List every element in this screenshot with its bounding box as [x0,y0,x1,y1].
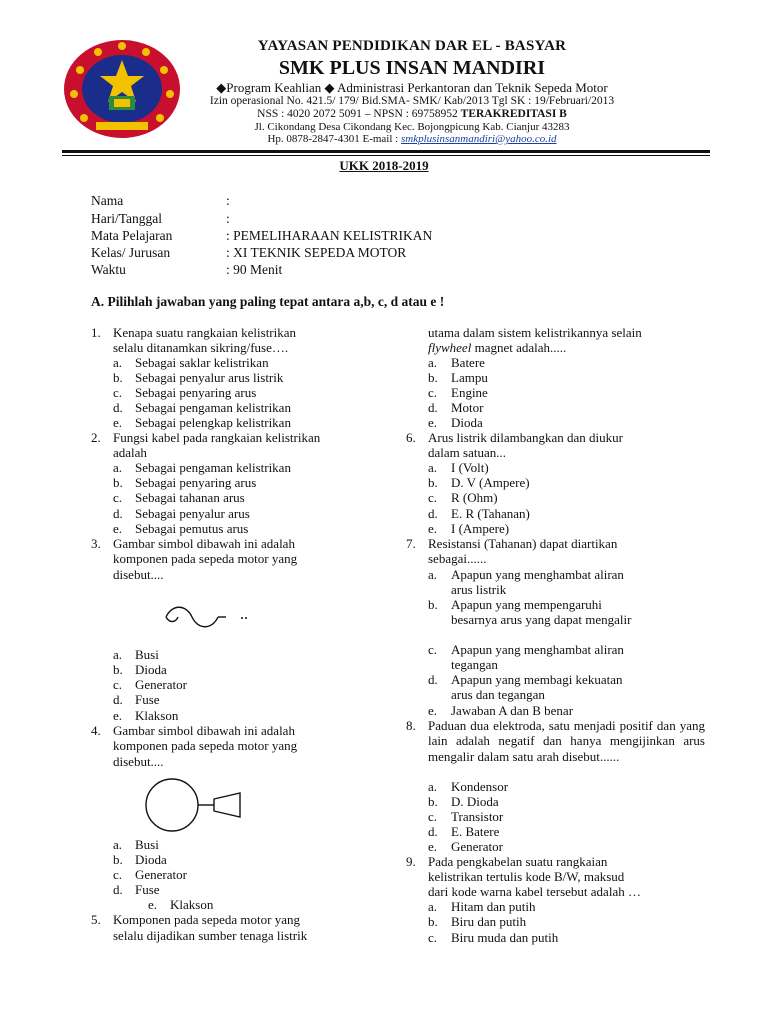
q3-text-line2: komponen pada sepeda motor yang [113,551,298,566]
q7-option-text-cont: arus dan tegangan [451,687,545,702]
q5-number: 5. [91,912,101,927]
q4-option-text: Dioda [135,852,167,867]
q9-text-line2: kelistrikan tertulis kode B/W, maksud [428,869,625,884]
q5-italic-term: flywheel [428,340,472,355]
q6-number: 6. [406,430,416,445]
q5-option-letter: b. [428,370,438,385]
q1-option-letter: e. [113,415,123,430]
q3-option-text: Klakson [135,708,179,723]
q6-option-letter: b. [428,475,438,490]
q6-option-letter: c. [428,490,438,505]
q3-option-text: Generator [135,677,187,692]
q2-option-letter: e. [113,521,123,536]
q9-option-letter: a. [428,899,438,914]
q5-option-text: Engine [451,385,488,400]
q6-option-text: D. V (Ampere) [451,475,530,490]
q2-option-letter: d. [113,506,123,521]
q9-option-text: Biru muda dan putih [451,930,559,945]
q4-option-text: Busi [135,837,159,852]
identity-value-name: : [226,193,230,208]
school-logo [62,38,182,140]
q8-option-letter: d. [428,824,438,839]
q2-option-letter: a. [113,460,123,475]
q5-option-text: Lampu [451,370,488,385]
q7-option-letter: c. [428,642,438,657]
spark-plug-symbol [144,777,244,833]
q3-option-letter: b. [113,662,123,677]
q7-option-text: Apapun yang menghambat aliran [451,642,624,657]
q7-option-text: Apapun yang membagi kekuatan [451,672,623,687]
q4-text-line2: komponen pada sepeda motor yang [113,738,298,753]
q5-text-line2: selalu dijadikan sumber tenaga listrik [113,928,308,943]
q1-option-letter: a. [113,355,123,370]
q6-option-text: E. R (Tahanan) [451,506,530,521]
q5-text-line3: utama dalam sistem kelistrikannya selain [428,325,642,340]
q2-option-text: Sebagai pemutus arus [135,521,249,536]
q9-text-line3: dari kode warna kabel tersebut adalah … [428,884,641,899]
q1-option-text: Sebagai penyalur arus listrik [135,370,284,385]
q8-option-text: Kondensor [451,779,509,794]
q3-text-line1: Gambar simbol dibawah ini adalah [113,536,295,551]
q8-option-text: E. Batere [451,824,500,839]
identity-value-class: : XI TEKNIK SEPEDA MOTOR [226,245,407,260]
q4-text-line3: disebut.... [113,754,164,769]
q6-option-text: I (Ampere) [451,521,510,536]
q9-option-letter: c. [428,930,438,945]
q8-option-text: Transistor [451,809,504,824]
q5-text-line4 [428,340,566,355]
school-name: SMK PLUS INSAN MANDIRI [278,57,546,79]
q4-text-line1: Gambar simbol dibawah ini adalah [113,723,295,738]
q8-text: Paduan dua elektroda, satu menjadi positif dan yang lain adalah negatif dan hanya mengijinkan arus mengalir dalam satu arah disebut...... [428,718,705,764]
q6-option-letter: d. [428,506,438,521]
q5-option-letter: a. [428,355,438,370]
q8-option-letter: b. [428,794,438,809]
section-a-instruction: A. Pilihlah jawaban yang paling tepat antara a,b, c, d atau e ! [91,294,445,309]
identity-value-time: : 90 Menit [226,262,283,277]
q3-number: 3. [91,536,101,551]
q1-option-text: Sebagai saklar kelistrikan [135,355,269,370]
q5-option-text: Dioda [451,415,483,430]
q5-text-line1: Komponen pada sepeda motor yang [113,912,301,927]
q4-option-letter: c. [113,867,123,882]
q3-option-letter: d. [113,692,123,707]
q3-option-letter: c. [113,677,123,692]
q6-option-text: R (Ohm) [451,490,498,505]
q8-option-text: Generator [451,839,503,854]
q4-option-text: Generator [135,867,187,882]
header-rule-thin [62,155,710,156]
q9-number: 9. [406,854,416,869]
email-link[interactable]: smkplusinsanmandiri@yahoo.co.id [400,133,557,145]
q4-option-letter: a. [113,837,123,852]
nss-text: NSS : 4020 2072 5091 – NPSN : 69758952 [257,108,461,120]
q5-text-rest: magnet adalah..... [471,340,567,355]
q7-number: 7. [406,536,416,551]
q8-number: 8. [406,718,416,733]
q4-option-text: Klakson [170,897,214,912]
q7-option-letter: a. [428,567,438,582]
q7-option-text: Jawaban A dan B benar [451,703,574,718]
q5-option-text: Batere [451,355,485,370]
q4-number: 4. [91,723,101,738]
horn-symbol [162,604,252,630]
permit-line: Izin operasional No. 421.5/ 179/ Bid.SMA- SMK/ Kab/2013 Tgl SK : 19/Februari/2013 [209,95,615,107]
q7-option-text: Apapun yang menghambat aliran [451,567,624,582]
q8-option-letter: c. [428,809,438,824]
q7-option-text-cont: tegangan [451,657,498,672]
q5-option-letter: e. [428,415,438,430]
q6-text-line2: dalam satuan... [428,445,506,460]
q4-option-letter: d. [113,882,123,897]
q7-option-letter: b. [428,597,438,612]
q7-option-text: Apapun yang mempengaruhi [451,597,602,612]
q7-option-text-cont: besarnya arus yang dapat mengalir [451,612,632,627]
q3-text-line3: disebut.... [113,567,164,582]
q2-option-text: Sebagai penyalur arus [135,506,250,521]
accreditation: TERAKREDITASI B [460,108,567,120]
q2-option-letter: c. [113,490,123,505]
q1-option-letter: d. [113,400,123,415]
q4-option-letter: b. [113,852,123,867]
q2-number: 2. [91,430,101,445]
q6-text-line1: Arus listrik dilambangkan dan diukur [428,430,623,445]
header-rule-thick [62,150,710,153]
q1-option-text: Sebagai pengaman kelistrikan [135,400,291,415]
q5-option-letter: c. [428,385,438,400]
q6-option-letter: e. [428,521,438,536]
q3-option-text: Busi [135,647,159,662]
contact-text: Hp. 0878-2847-4301 E-mail : [267,133,401,145]
q7-text-line2: sebagai...... [428,551,487,566]
q4-option-text: Fuse [135,882,160,897]
q2-option-letter: b. [113,475,123,490]
q9-text-line1: Pada pengkabelan suatu rangkaian [428,854,608,869]
q7-text-line1: Resistansi (Tahanan) dapat diartikan [428,536,618,551]
programs-line: ◆Program Keahlian ◆ Administrasi Perkantoran dan Teknik Sepeda Motor [216,80,608,95]
q8-option-letter: e. [428,839,438,854]
q4-option-letter: e. [148,897,158,912]
identity-label-date: Hari/Tanggal [91,211,163,226]
identity-label-subject: Mata Pelajaran [91,228,173,243]
q9-option-letter: b. [428,914,438,929]
q3-option-text: Fuse [135,692,160,707]
q8-option-letter: a. [428,779,438,794]
q1-option-text: Sebagai pelengkap kelistrikan [135,415,291,430]
q1-option-text: Sebagai penyaring arus [135,385,257,400]
identity-label-time: Waktu [91,262,126,277]
exam-title: UKK 2018-2019 [339,158,429,173]
q1-option-letter: b. [113,370,123,385]
identity-value-subject: : PEMELIHARAAN KELISTRIKAN [226,228,433,243]
identity-label-class: Kelas/ Jurusan [91,245,171,260]
contact-line [180,133,644,145]
nss-line [180,108,644,120]
q7-option-letter: d. [428,672,438,687]
q2-option-text: Sebagai pengaman kelistrikan [135,460,291,475]
q3-option-text: Dioda [135,662,167,677]
identity-label-name: Nama [91,193,124,208]
q5-option-text: Motor [451,400,484,415]
q3-option-letter: a. [113,647,123,662]
q2-option-text: Sebagai tahanan arus [135,490,245,505]
q6-option-letter: a. [428,460,438,475]
q1-text-line1: Kenapa suatu rangkaian kelistrikan [113,325,297,340]
q7-option-letter: e. [428,703,438,718]
q6-option-text: I (Volt) [451,460,489,475]
q7-option-text-cont: arus listrik [451,582,507,597]
foundation-name: YAYASAN PENDIDIKAN DAR EL - BASYAR [257,38,567,54]
q3-option-letter: e. [113,708,123,723]
identity-value-date: : [226,211,230,226]
q9-option-text: Hitam dan putih [451,899,536,914]
q1-text-line2: selalu ditanamkan sikring/fuse…. [113,340,289,355]
q1-number: 1. [91,325,101,340]
q2-text-line2: adalah [113,445,147,460]
q2-option-text: Sebagai penyaring arus [135,475,257,490]
q5-option-letter: d. [428,400,438,415]
q1-option-letter: c. [113,385,123,400]
q9-option-text: Biru dan putih [451,914,527,929]
q2-text-line1: Fungsi kabel pada rangkaian kelistrikan [113,430,321,445]
address-line: Jl. Cikondang Desa Cikondang Kec. Bojongpicung Kab. Cianjur 43283 [254,121,570,133]
q8-option-text: D. Dioda [451,794,499,809]
